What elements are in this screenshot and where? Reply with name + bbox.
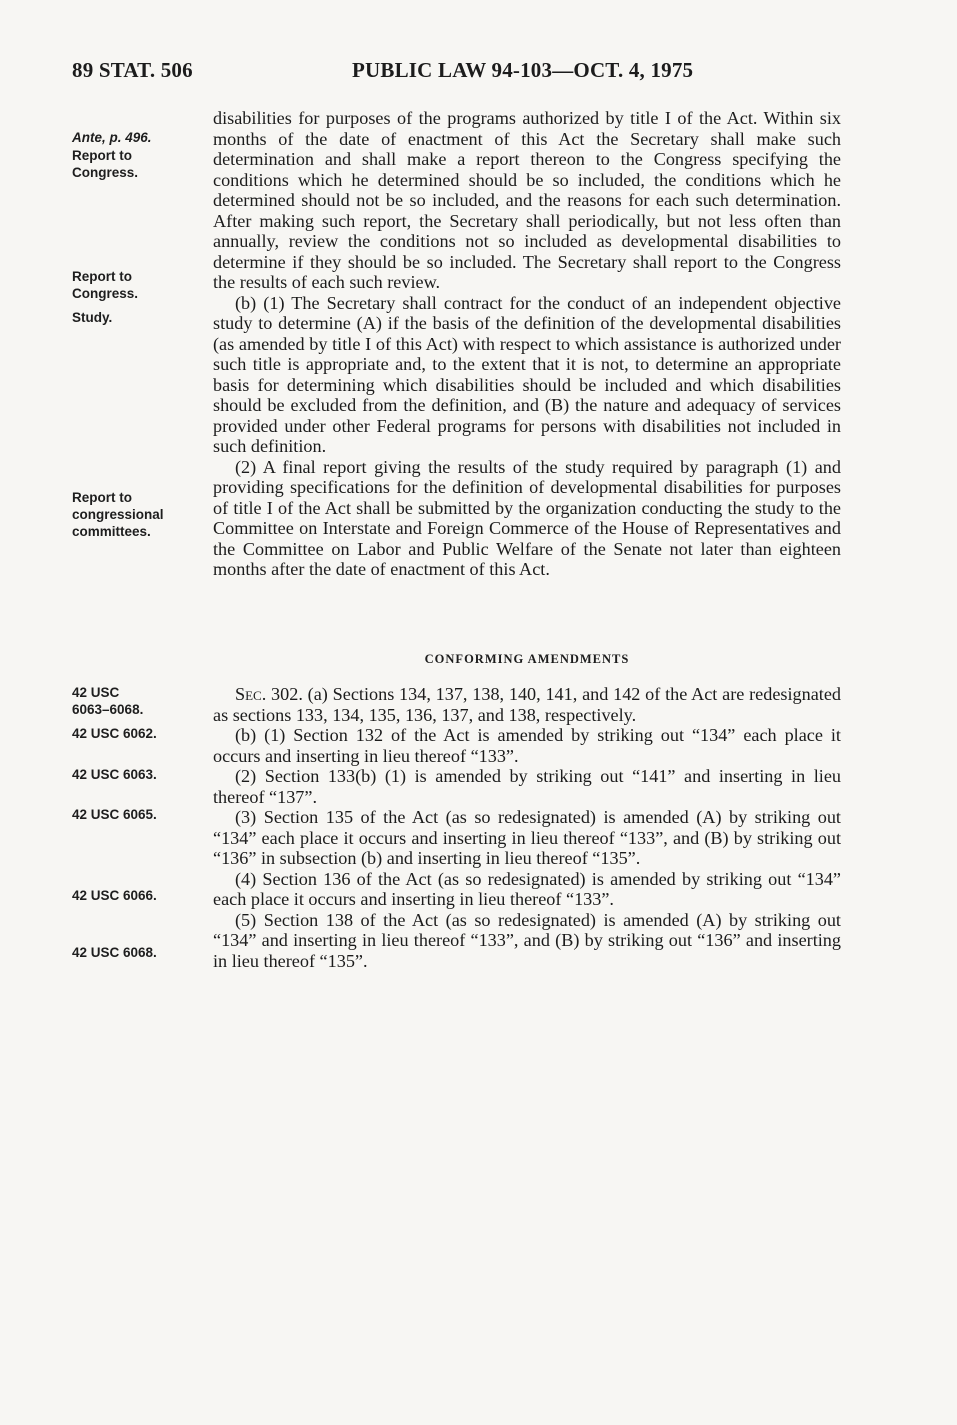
margin-note-study: Study. [72, 310, 113, 325]
margin-note-usc-6066: 42 USC 6066. [72, 888, 157, 903]
margin-note-report-to-committees: Report to congressional committees. [72, 490, 164, 539]
paragraph: (b) (1) Section 132 of the Act is amended by striking out “134” each place it occurs and inserting in lieu thereof “133”. [213, 725, 841, 766]
paragraph: (5) Section 138 of the Act (as so redesignated) is amended (A) by striking out “134” and inserting in lieu thereof “133”, and (B) by striking out “136” and inserting in lieu thereof “135”. [213, 909, 841, 971]
page-title: PUBLIC LAW 94-103—OCT. 4, 1975 [352, 58, 694, 82]
paragraph-text: (a) Sections 134, 137, 138, 140, 141, and 142 of the Act are redesignated as sections 133, 134, 135, 136, 137, and 138, respectively. [213, 684, 842, 725]
stat-page-number: 89 STAT. 506 [72, 58, 193, 82]
paragraph [213, 684, 841, 725]
section-302 [213, 684, 841, 971]
paragraph: (b) (1) The Secretary shall contract for the conduct of an independent objective study to determine (A) if the basis of the definition of the developmental disabilities (as amended by title I of this Act) with respect to which assistance is authorized under such title is appropriate and, to the extent that it is not, to determine an appropriate basis for determining which disabilities should be included and which disabilities should be excluded from the definition, and (B) the nature and adequacy of services provided under other Federal programs for persons with disabilities not included in such definition. [213, 292, 841, 456]
margin-note-usc-range-line1: 42 USC [72, 685, 120, 700]
margin-note-usc-range [72, 684, 202, 718]
margin-note-usc-6065: 42 USC 6065. [72, 807, 157, 822]
margin-note-usc-6068: 42 USC 6068. [72, 945, 157, 960]
margin-note-ante-text: Ante, p. 496. [72, 130, 152, 145]
margin-note-report-to-congress: Report to Congress. [72, 148, 139, 180]
section-heading: CONFORMING AMENDMENTS [424, 652, 630, 666]
paragraph: (2) Section 133(b) (1) is amended by striking out “141” and inserting in lieu thereof “137”. [213, 766, 841, 807]
paragraph: disabilities for purposes of the programs authorized by title I of the Act. Within six months of the date of enactment of this Act the Secretary shall make such determination and shall make a report thereon to the Congress specifying the conditions which he determined should be so included, the conditions which he determined should not be so included, and the reasons for each such determination. After making such report, the Secretary shall periodically, but not less often than annually, review the conditions not so included as developmental disabilities to determine if they should be so included. The Secretary shall report to the Congress the results of each such review. [213, 108, 841, 292]
paragraph: (2) A final report giving the results of the study required by paragraph (1) and providing specifications for the definition of developmental disabilities for purposes of title I of the Act shall be submitted by the organization conducting the study to the Committee on Interstate and Foreign Commerce of the House of Representatives and the Committee on Labor and Public Welfare of the Senate not later than eighteen months after the date of enactment of this Act. [213, 456, 841, 579]
margin-note-ante [72, 129, 202, 146]
section-301-continued [213, 108, 841, 580]
margin-note-usc-6063: 42 USC 6063. [72, 767, 157, 782]
section-label: Sec. 302. [235, 684, 303, 704]
paragraph: (3) Section 135 of the Act (as so redesignated) is amended (A) by striking out “134” each place it occurs and inserting in lieu thereof “133”, and (B) by striking out “136” in subsection (b) and inserting in lieu thereof “135”. [213, 807, 841, 868]
margin-note-report-to-congress-2: Report to Congress. [72, 269, 139, 301]
margin-note-usc-6062: 42 USC 6062. [72, 726, 157, 741]
margin-note-usc-range-line2: 6063–6068. [72, 702, 144, 717]
paragraph: (4) Section 136 of the Act (as so redesignated) is amended by striking out “134” each place it occurs and inserting in lieu thereof “133”. [213, 868, 841, 909]
